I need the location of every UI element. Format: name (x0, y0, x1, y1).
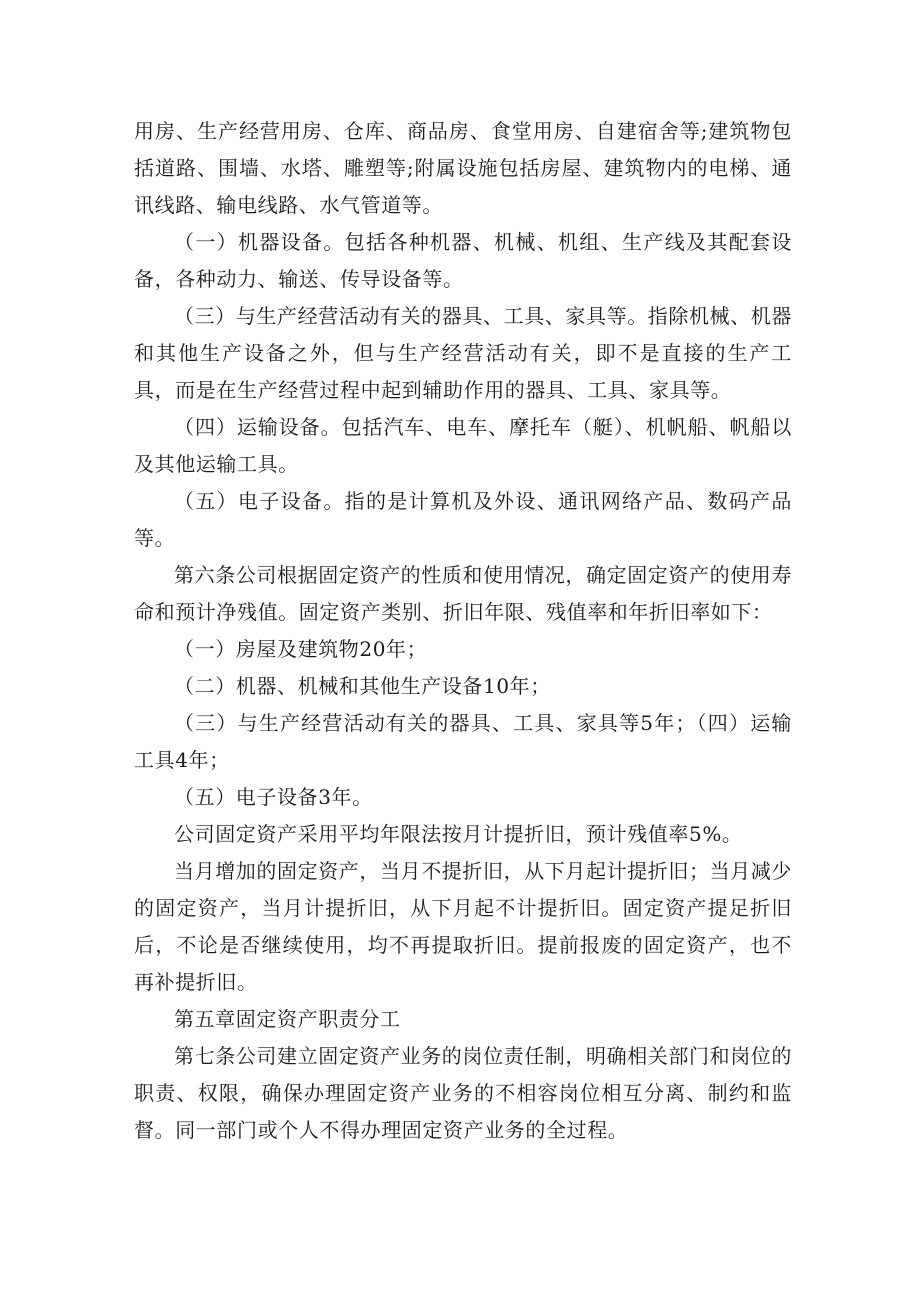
paragraph-article-six: 第六条公司根据固定资产的性质和使用情况，确定固定资产的使用寿命和预计净残值。固定资产类别、折旧年限、残值率和年折旧率如下： (134, 563, 792, 624)
chapter-heading: 第五章固定资产职责分工 (174, 1007, 401, 1031)
paragraph-depreciation-method: 公司固定资产采用平均年限法按月计提折旧，预计残值率5%。 (174, 822, 743, 846)
paragraph-electronics: （五）电子设备。指的是计算机及外设、通讯网络产品、数码产品等。 (134, 489, 792, 550)
paragraph-depr-machinery: （二）机器、机械和其他生产设备10年； (174, 674, 551, 698)
paragraph-depreciation-rules: 当月增加的固定资产，当月不提折旧，从下月起计提折旧；当月减少的固定资产，当月计提折旧，从下月起不计提折旧。固定资产提足折旧后，不论是否继续使用，均不再提取折旧。提前报废的固定资产，也不再补提折旧。 (134, 859, 792, 994)
paragraph-machinery: （一）机器设备。包括各种机器、机械、机组、生产线及其配套设备，各种动力、输送、传导设备等。 (134, 230, 792, 291)
paragraph-article-seven: 第七条公司建立固定资产业务的岗位责任制，明确相关部门和岗位的职责、权限，确保办理固定资产业务的不相容岗位相互分离、制约和监督。同一部门或个人不得办理固定资产业务的全过程。 (134, 1044, 792, 1142)
paragraph-transport: （四）运输设备。包括汽车、电车、摩托车（艇）、机帆船、帆船以及其他运输工具。 (134, 415, 792, 476)
document-body (134, 113, 792, 1149)
paragraph-depr-buildings: （一）房屋及建筑物20年； (174, 637, 428, 661)
paragraph-tools-furniture: （三）与生产经营活动有关的器具、工具、家具等。指除机械、机器和其他生产设备之外，但与生产经营活动有关，即不是直接的生产工具，而是在生产经营过程中起到辅助作用的器具、工具、家具等。 (134, 304, 792, 402)
paragraph-depr-electronics: （五）电子设备3年。 (174, 785, 373, 809)
paragraph-building-scope: 用房、生产经营用房、仓库、商品房、食堂用房、自建宿舍等;建筑物包括道路、围墙、水塔、雕塑等;附属设施包括房屋、建筑物内的电梯、通讯线路、输电线路、水气管道等。 (134, 119, 792, 217)
paragraph-depr-tools-transport: （三）与生产经营活动有关的器具、工具、家具等5年；（四）运输工具4年； (134, 711, 792, 772)
